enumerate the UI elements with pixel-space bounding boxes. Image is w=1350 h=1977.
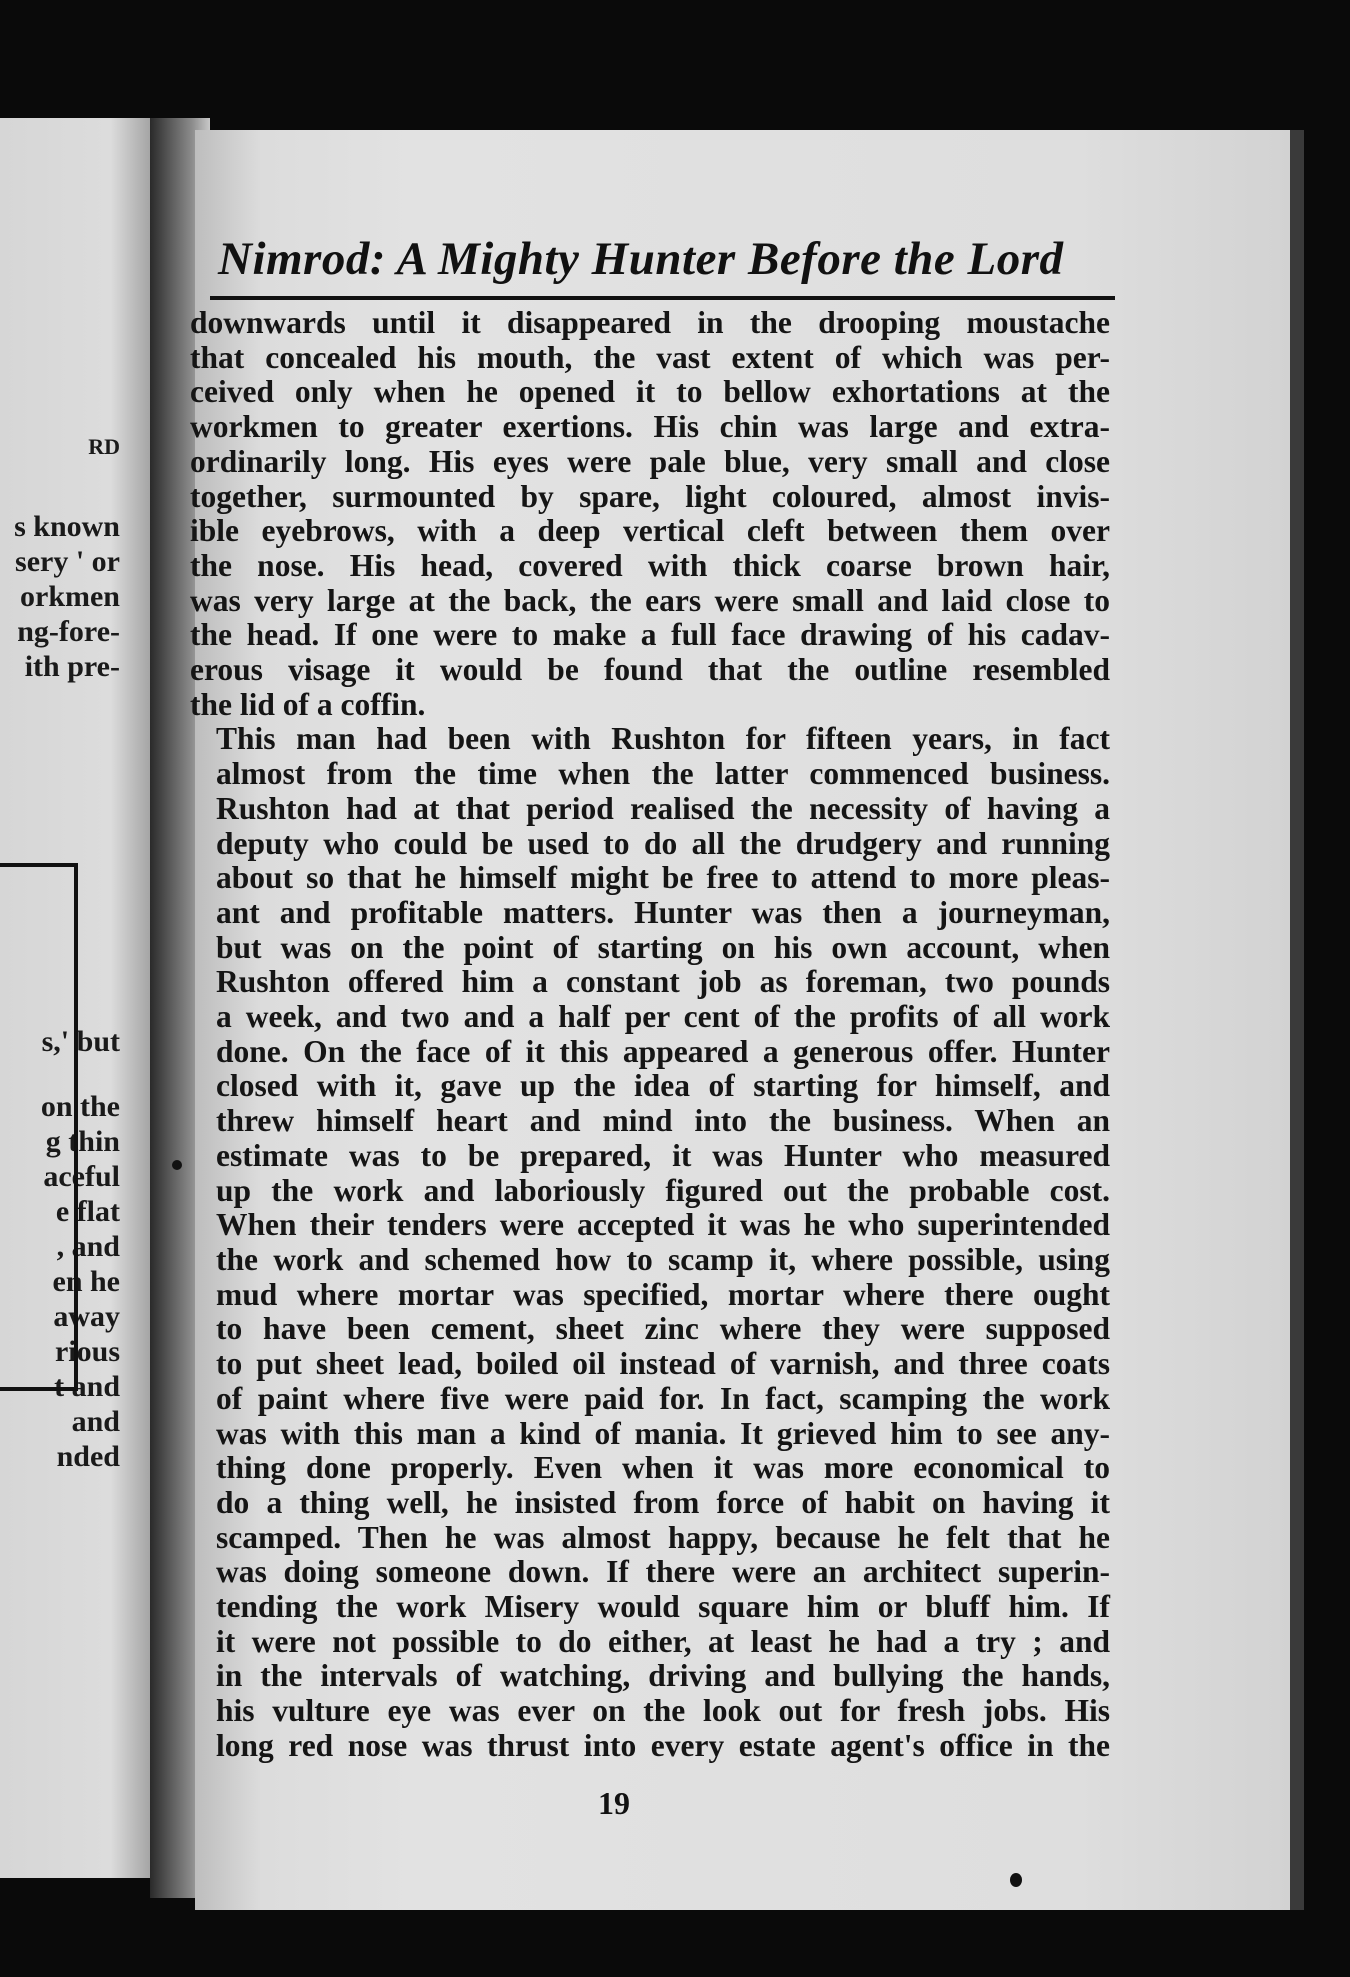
text-line: almost from the time when the latter commenced business. xyxy=(216,756,1110,792)
text-line: Rushton offered him a constant job as foreman, two pounds xyxy=(216,964,1110,1000)
left-page-fragment xyxy=(0,118,158,1878)
left-page-line: nded xyxy=(56,1440,120,1473)
text-line: was very large at the back, the ears were small and laid close to xyxy=(190,582,1110,618)
page-number: 19 xyxy=(598,1785,630,1821)
text-line: do a thing well, he insisted from force of habit on having it xyxy=(216,1484,1110,1520)
text-line: workmen to greater exertions. His chin was large and extra- xyxy=(190,409,1110,445)
left-page-box xyxy=(0,863,78,1391)
text-line: done. On the face of it this appeared a generous offer. Hunter xyxy=(216,1033,1110,1069)
text-line: estimate was to be prepared, it was Hunter who measured xyxy=(216,1137,1110,1173)
text-line: a week, and two and a half per cent of the profits of all work xyxy=(216,999,1110,1035)
text-line: about so that he himself might be free to attend to more pleas- xyxy=(216,860,1110,896)
text-line: closed with it, gave up the idea of starting for himself, and xyxy=(216,1068,1110,1104)
left-page-line: en he xyxy=(52,1265,120,1298)
text-line: the nose. His head, covered with thick coarse brown hair, xyxy=(190,547,1110,583)
text-line: ceived only when he opened it to bellow exhortations at the xyxy=(190,374,1110,410)
text-line: This man had been with Rushton for fifteen years, in fact xyxy=(216,721,1110,757)
text-line: mud where mortar was specified, mortar where there ought xyxy=(216,1276,1110,1312)
header-rule xyxy=(210,296,1115,300)
left-page-line: rious xyxy=(54,1335,120,1368)
left-page-line: away xyxy=(53,1300,120,1333)
text-line: in the intervals of watching, driving and bullying the hands, xyxy=(216,1658,1110,1694)
text-line: long red nose was thrust into every estate agent's office in the xyxy=(216,1727,1110,1763)
text-line: deputy who could be used to do all the drudgery and running xyxy=(216,825,1110,861)
ink-spot xyxy=(172,1160,182,1170)
text-line: downwards until it disappeared in the drooping moustache xyxy=(190,305,1110,340)
body-text xyxy=(190,306,1110,1764)
left-page-line: e flat xyxy=(55,1195,120,1228)
text-line: ible eyebrows, with a deep vertical cleft between them over xyxy=(190,513,1110,549)
text-line: Rushton had at that period realised the necessity of having a xyxy=(216,790,1110,826)
left-page-line: ng-fore- xyxy=(17,615,120,648)
text-line: was doing someone down. If there were an architect superin- xyxy=(216,1554,1110,1590)
text-line: of paint where five were paid for. In fact, scamping the work xyxy=(216,1380,1110,1416)
text-line: was with this man a kind of mania. It grieved him to see any- xyxy=(216,1415,1110,1451)
text-line: but was on the point of starting on his own account, when xyxy=(216,929,1110,965)
left-page-line: RD xyxy=(88,434,120,459)
text-line: the head. If one were to make a full face drawing of his cadav- xyxy=(190,617,1110,653)
left-page-line: s,' but xyxy=(41,1025,120,1058)
paragraph xyxy=(190,306,1110,722)
text-line: thing done properly. Even when it was more economical to xyxy=(216,1450,1110,1486)
left-page-line: ith pre- xyxy=(24,650,120,683)
left-page-line: s known xyxy=(14,510,120,543)
text-line: tending the work Misery would square him or bluff him. If xyxy=(216,1589,1110,1625)
text-line: his vulture eye was ever on the look out for fresh jobs. His xyxy=(216,1693,1110,1729)
text-line: scamped. Then he was almost happy, because he felt that he xyxy=(216,1519,1110,1555)
text-line: the work and schemed how to scamp it, where possible, using xyxy=(216,1241,1110,1277)
text-line: it were not possible to do either, at least he had a try ; and xyxy=(216,1623,1110,1659)
text-line: When their tenders were accepted it was he who superintended xyxy=(216,1207,1110,1243)
ink-spot xyxy=(1010,1873,1022,1887)
running-header: Nimrod: A Mighty Hunter Before the Lord xyxy=(218,233,1064,285)
text-line: ant and profitable matters. Hunter was then a journeyman, xyxy=(216,894,1110,930)
left-page-line: and xyxy=(71,1405,120,1438)
page-edge xyxy=(1290,130,1304,1910)
text-line: the lid of a coffin. xyxy=(190,686,426,722)
text-line: to have been cement, sheet zinc where they were supposed xyxy=(216,1311,1110,1347)
text-line: that concealed his mouth, the vast extent of which was per- xyxy=(190,339,1110,375)
text-line: erous visage it would be found that the outline resembled xyxy=(190,652,1110,688)
text-line: together, surmounted by spare, light coloured, almost invis- xyxy=(190,478,1110,514)
paragraph xyxy=(190,722,1110,1763)
left-page-line: sery ' or xyxy=(15,545,120,578)
text-line: to put sheet lead, boiled oil instead of varnish, and three coats xyxy=(216,1346,1110,1382)
text-line: threw himself heart and mind into the business. When an xyxy=(216,1103,1110,1139)
left-page-line: g thin xyxy=(45,1125,120,1158)
left-page-line: orkmen xyxy=(20,580,120,613)
left-page-line: on the xyxy=(40,1090,120,1123)
text-line: ordinarily long. His eyes were pale blue, very small and close xyxy=(190,443,1110,479)
left-page-line: t and xyxy=(54,1370,120,1403)
left-page-line: aceful xyxy=(43,1160,120,1193)
left-page-line: , and xyxy=(56,1230,120,1263)
text-line: up the work and laboriously figured out the probable cost. xyxy=(216,1172,1110,1208)
